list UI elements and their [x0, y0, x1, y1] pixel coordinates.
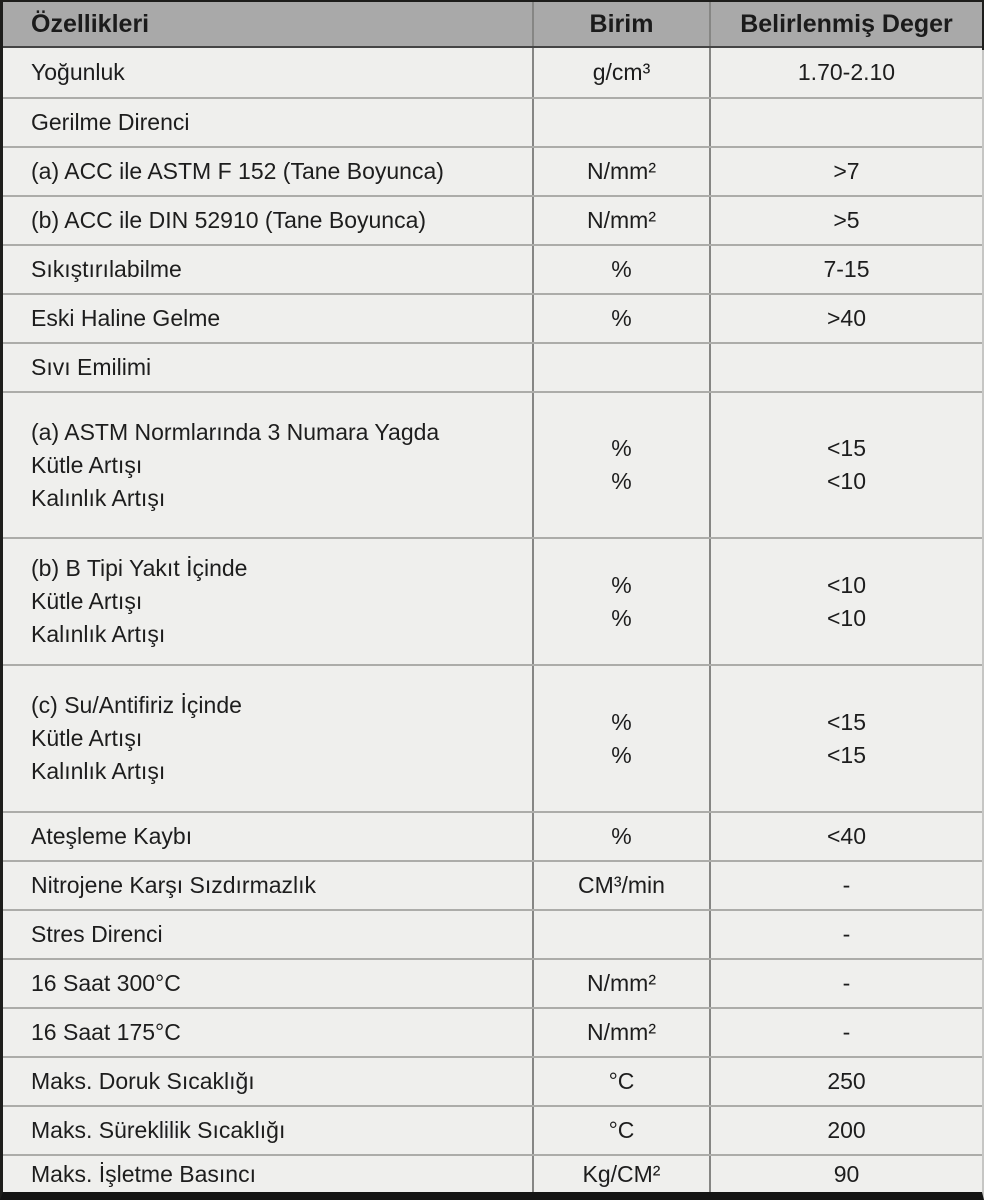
property-cell — [3, 1156, 534, 1192]
unit-text: N/mm² — [587, 158, 656, 184]
value-text: <10 — [826, 468, 866, 494]
value-cell — [711, 862, 982, 909]
table-row-max-operating-pressure — [3, 1154, 982, 1192]
value-text: - — [842, 1019, 851, 1045]
unit-cell — [534, 539, 711, 664]
unit-cell — [534, 393, 711, 537]
property-cell — [3, 48, 534, 97]
unit-text: Kg/CM² — [582, 1160, 661, 1187]
property-label: Yoğunluk — [31, 59, 125, 85]
property-cell — [3, 197, 534, 244]
property-cell — [3, 862, 534, 909]
property-label: Maks. Doruk Sıcaklığı — [31, 1068, 255, 1094]
value-cell — [711, 1156, 982, 1192]
property-label: 16 Saat 175°C — [31, 1019, 181, 1045]
property-label: 16 Saat 300°C — [31, 970, 181, 996]
value-text: 200 — [827, 1117, 866, 1143]
unit-cell — [534, 911, 711, 958]
unit-cell — [534, 344, 711, 391]
value-cell — [711, 99, 982, 146]
property-label: Stres Direnci — [31, 921, 163, 947]
col-header-property — [3, 2, 534, 46]
table-row-din-52910 — [3, 195, 982, 244]
property-cell — [3, 99, 534, 146]
table-row-density — [3, 48, 982, 97]
unit-cell — [534, 813, 711, 860]
value-cell — [711, 1058, 982, 1105]
property-cell — [3, 1058, 534, 1105]
unit-cell — [534, 1156, 711, 1192]
unit-text: °C — [608, 1068, 635, 1094]
value-text: - — [842, 970, 851, 996]
unit-cell — [534, 1009, 711, 1056]
value-text: 1.70-2.10 — [797, 59, 896, 85]
unit-text: N/mm² — [587, 1019, 656, 1045]
property-cell — [3, 960, 534, 1007]
unit-text: N/mm² — [587, 970, 656, 996]
property-cell — [3, 1009, 534, 1056]
property-label: Nitrojene Karşı Sızdırmazlık — [31, 872, 317, 898]
table-row-compressibility — [3, 244, 982, 293]
property-cell — [3, 148, 534, 195]
property-label: Gerilme Direnci — [31, 109, 190, 135]
value-cell — [711, 666, 982, 811]
col-header-unit-label: Birim — [589, 9, 654, 38]
value-text: <15 — [826, 708, 866, 735]
table-row-nitrogen-sealing — [3, 860, 982, 909]
property-cell — [3, 539, 534, 664]
table-row-astm-f152 — [3, 146, 982, 195]
value-text: 250 — [827, 1068, 866, 1094]
unit-text: % — [611, 708, 632, 735]
unit-cell — [534, 246, 711, 293]
header-row — [3, 2, 982, 48]
value-text: <15 — [826, 435, 866, 461]
value-cell — [711, 393, 982, 537]
property-cell — [3, 666, 534, 811]
col-header-property-label: Özellikleri — [31, 9, 150, 38]
unit-cell — [534, 1058, 711, 1105]
value-text: 7-15 — [823, 256, 870, 282]
table-row-max-continuous-temp — [3, 1105, 982, 1154]
table-row-max-peak-temp — [3, 1056, 982, 1105]
unit-cell — [534, 666, 711, 811]
property-label: (c) Su/Antifiriz İçinde — [31, 692, 242, 718]
unit-text: % — [611, 256, 632, 282]
value-text: - — [842, 921, 851, 947]
value-text: >7 — [833, 158, 860, 184]
unit-text: CM³/min — [578, 872, 665, 898]
value-cell — [711, 148, 982, 195]
property-cell — [3, 813, 534, 860]
table-row-oil-immersion — [3, 391, 982, 537]
value-cell — [711, 295, 982, 342]
unit-text: % — [611, 468, 632, 494]
unit-cell — [534, 960, 711, 1007]
table-row-fuel-b-immersion — [3, 537, 982, 664]
unit-text: % — [611, 571, 632, 598]
col-header-unit — [534, 2, 711, 46]
property-sub-label: Kütle Artışı — [31, 725, 143, 751]
value-text: >5 — [833, 207, 860, 233]
property-label: (a) ACC ile ASTM F 152 (Tane Boyunca) — [31, 158, 444, 184]
table-row-tensile-strength — [3, 97, 982, 146]
table-row-ignition-loss — [3, 811, 982, 860]
property-label: Ateşleme Kaybı — [31, 823, 193, 849]
property-cell — [3, 246, 534, 293]
property-label: Sıvı Emilimi — [31, 354, 152, 380]
value-text: - — [842, 872, 851, 898]
property-sub-label: Kütle Artışı — [31, 588, 143, 614]
property-label: Maks. Süreklilik Sıcaklığı — [31, 1117, 286, 1143]
property-label: (b) B Tipi Yakıt İçinde — [31, 555, 248, 581]
property-cell — [3, 393, 534, 537]
table-row-liquid-absorption — [3, 342, 982, 391]
value-cell — [711, 246, 982, 293]
col-header-value — [711, 2, 982, 46]
property-sub-label: Kalınlık Artışı — [31, 758, 166, 784]
unit-cell — [534, 197, 711, 244]
unit-text: °C — [608, 1117, 635, 1143]
property-cell — [3, 911, 534, 958]
property-cell — [3, 295, 534, 342]
property-cell — [3, 344, 534, 391]
unit-text: % — [611, 823, 632, 849]
unit-cell — [534, 862, 711, 909]
unit-cell — [534, 48, 711, 97]
table-row-water-antifreeze-immersion — [3, 664, 982, 811]
property-cell — [3, 1107, 534, 1154]
value-cell — [711, 1107, 982, 1154]
value-cell — [711, 344, 982, 391]
table-row-stress-resistance — [3, 909, 982, 958]
property-label: (a) ASTM Normlarında 3 Numara Yagda — [31, 418, 440, 445]
value-cell — [711, 48, 982, 97]
value-cell — [711, 539, 982, 664]
value-text: >40 — [826, 305, 866, 331]
value-cell — [711, 960, 982, 1007]
unit-text: % — [611, 435, 632, 461]
value-cell — [711, 911, 982, 958]
property-sub-label: Kütle Artışı — [31, 451, 143, 478]
value-cell — [711, 197, 982, 244]
value-text: 90 — [833, 1160, 860, 1187]
property-sub-label: Kalınlık Artışı — [31, 484, 166, 511]
property-sub-label: Kalınlık Artışı — [31, 621, 166, 647]
value-text: <40 — [826, 823, 866, 849]
value-text: <15 — [826, 741, 866, 768]
unit-cell — [534, 1107, 711, 1154]
unit-text: % — [611, 741, 632, 768]
unit-text: N/mm² — [587, 207, 656, 233]
property-label: (b) ACC ile DIN 52910 (Tane Boyunca) — [31, 207, 427, 233]
table-row-16h-175c — [3, 1007, 982, 1056]
value-cell — [711, 1009, 982, 1056]
property-label: Sıkıştırılabilme — [31, 256, 182, 282]
unit-text: g/cm³ — [592, 59, 651, 85]
table-row-16h-300c — [3, 958, 982, 1007]
value-cell — [711, 813, 982, 860]
unit-text: % — [611, 305, 632, 331]
unit-cell — [534, 148, 711, 195]
property-label: Maks. İşletme Basıncı — [31, 1160, 256, 1187]
col-header-value-label: Belirlenmiş Deger — [740, 9, 953, 38]
unit-cell — [534, 99, 711, 146]
unit-cell — [534, 295, 711, 342]
value-text: <10 — [826, 604, 866, 631]
unit-text: % — [611, 604, 632, 631]
table-row-recovery — [3, 293, 982, 342]
value-text: <10 — [826, 571, 866, 598]
property-label: Eski Haline Gelme — [31, 305, 221, 331]
